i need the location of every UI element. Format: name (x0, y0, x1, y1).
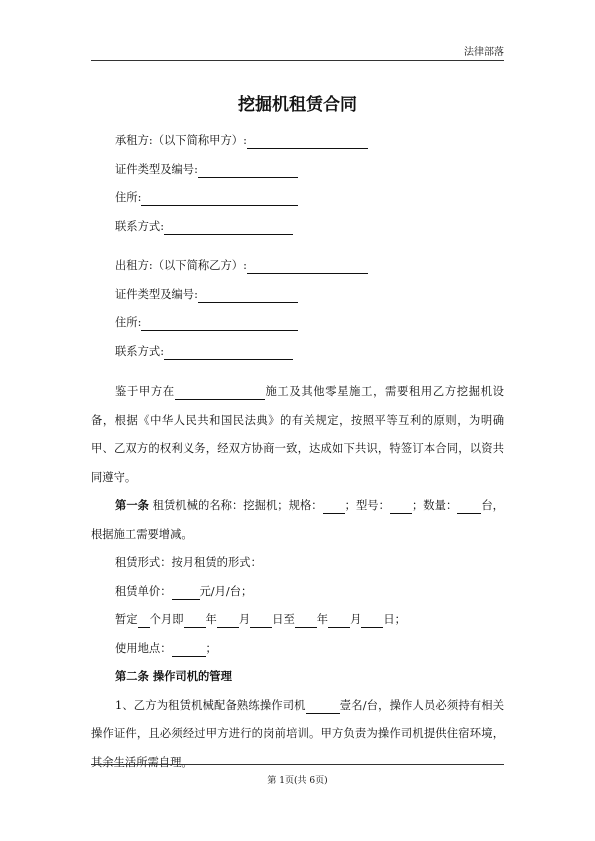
quantity-blank[interactable] (457, 498, 481, 514)
lessee-address-field[interactable] (141, 190, 298, 206)
location-blank[interactable] (172, 641, 206, 657)
start-day-blank[interactable] (250, 612, 272, 628)
preamble-text-rest: 施工及其他零星施工，需要租用乙方挖掘机设备，根据《中华人民共和国民法典》的有关规定，按照平等互利的原则，为明确甲、乙双方的权利义务，经双方协商一致，达成如下共识，特签订本合同，以资共同遵守。 (91, 385, 504, 484)
period-text-g: 月 (350, 613, 362, 626)
article1-text-4: 台，根据施工需要增减。 (91, 499, 504, 541)
lease-form-line: 租赁形式：按月租赁的形式： (115, 556, 262, 569)
period-text-b: 个月即 (149, 613, 184, 626)
article1-text-2: ；型号： (344, 499, 390, 512)
lessee-name-label: 承租方:（以下简称甲方）: (115, 134, 247, 147)
lessor-name-label: 出租方:（以下简称乙方）: (115, 259, 247, 272)
lease-price-line (91, 578, 504, 607)
article1-text-1: 租赁机械的名称：挖掘机；规格： (149, 499, 323, 512)
preamble-text-start: 鉴于甲方在 (115, 385, 175, 398)
lease-price-unit: 元/月/台； (199, 584, 253, 598)
lessor-id-row (91, 281, 504, 310)
article2-text-b: 壹名/台，操作人员必须持有相关操作证件，且必须经过甲方进行的岗前培训。甲方负责为操作司机提供住宿环境，其余生活所需自理。 (91, 698, 504, 769)
period-text-c: 年 (205, 613, 217, 626)
lessee-contact-row (91, 213, 504, 242)
article2-heading: 第二条 操作司机的管理 (115, 670, 232, 683)
lessee-name-row (91, 127, 504, 156)
period-text-f: 年 (316, 613, 329, 626)
lessor-name-row (91, 252, 504, 281)
lessee-contact-field[interactable] (164, 219, 293, 235)
spec-blank[interactable] (323, 498, 345, 514)
lessee-address-label: 住所: (115, 191, 142, 204)
lessor-address-field[interactable] (141, 315, 298, 331)
lessee-name-field[interactable] (247, 133, 368, 149)
article1-paragraph (91, 492, 504, 549)
usage-location-line (91, 635, 504, 664)
lessor-address-row (91, 309, 504, 338)
lessee-id-field[interactable] (198, 162, 298, 178)
document-title: 挖掘机租赁合同 (238, 95, 357, 115)
start-month-blank[interactable] (217, 612, 239, 628)
lessee-id-row (91, 156, 504, 185)
lessee-id-label: 证件类型及编号: (115, 162, 198, 176)
lessor-address-label: 住所: (115, 316, 142, 329)
lessor-name-field[interactable] (247, 258, 368, 274)
footer-rule (91, 764, 504, 765)
start-year-blank[interactable] (184, 612, 206, 628)
lessor-contact-row (91, 338, 504, 367)
price-blank[interactable] (172, 584, 200, 600)
lessor-id-field[interactable] (198, 287, 298, 303)
lessor-contact-field[interactable] (164, 344, 293, 360)
lessee-address-row (91, 184, 504, 213)
period-text-d: 月 (238, 613, 251, 626)
period-text-h: 日； (383, 613, 406, 626)
project-name-blank[interactable] (175, 384, 265, 400)
operator-count-blank[interactable] (306, 698, 340, 714)
end-day-blank[interactable] (361, 612, 383, 628)
article1-text-3: ；数量： (411, 499, 458, 512)
lessee-contact-label: 联系方式: (115, 219, 164, 233)
lessor-id-label: 证件类型及编号: (115, 287, 198, 301)
lease-period-line (91, 606, 504, 635)
header-rule (91, 60, 504, 61)
months-blank[interactable] (138, 612, 150, 628)
lease-price-label: 租赁单价： (115, 584, 172, 598)
end-year-blank[interactable] (295, 612, 317, 628)
article1-heading: 第一条 (115, 499, 149, 512)
usage-location-end: ； (205, 641, 217, 655)
preamble-paragraph (91, 378, 504, 492)
period-text-a: 暂定 (115, 613, 138, 626)
page-number: 第 1页(共 6页) (267, 776, 328, 786)
contract-body (91, 127, 504, 777)
period-text-e: 日至 (272, 613, 295, 626)
model-blank[interactable] (390, 498, 412, 514)
end-month-blank[interactable] (328, 612, 350, 628)
lessor-contact-label: 联系方式: (115, 344, 164, 358)
article2-text-a: 1、乙方为租赁机械配备熟练操作司机 (115, 698, 306, 712)
usage-location-label: 使用地点： (115, 641, 172, 655)
header-brand: 法律部落 (464, 47, 504, 58)
